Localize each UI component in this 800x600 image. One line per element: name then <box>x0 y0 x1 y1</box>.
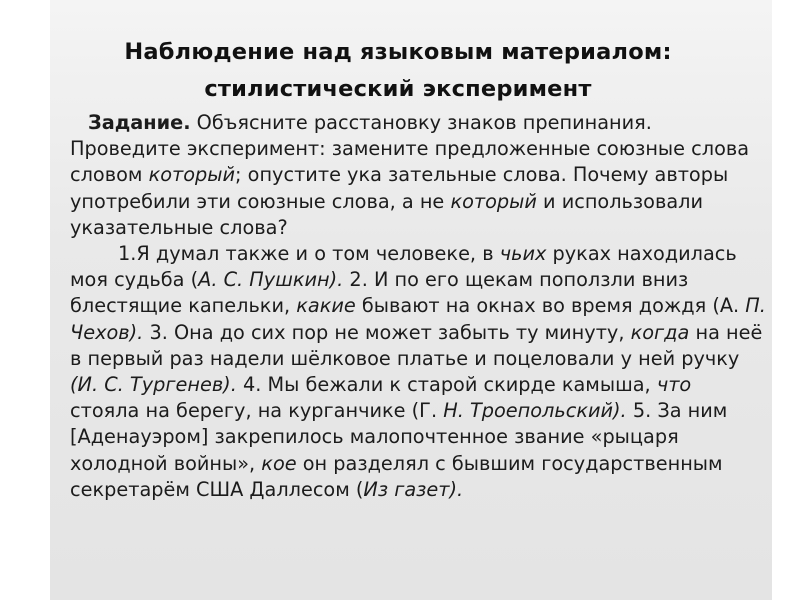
task-label: Задание. <box>88 111 191 134</box>
example-text: стояла на берегу, на курганчике (Г. <box>70 399 444 423</box>
example-conjunctive-word: когда <box>630 320 690 344</box>
example-conjunctive-word: чьих <box>499 242 547 266</box>
task-text: и использовали указательные слова? <box>70 189 703 239</box>
slide-title-line-2: стилистический эксперимент <box>204 76 592 102</box>
slide-title-line-1: Наблюдение над языковым материалом: <box>124 39 672 65</box>
task-word-kotoryi: который <box>148 163 236 187</box>
task-text: ; опустите ука зательные слова. Почему авторы употребили эти союзные слова, а не <box>70 163 729 213</box>
task-word-kotoryi: который <box>450 189 537 213</box>
slide <box>50 0 772 600</box>
example-text: 5. За ним [Аденауэром] закрепилось малопочтенное звание «рыцаря холодной войны», <box>70 399 728 475</box>
example-text: 1.Я думал также и о том человеке, в <box>118 242 500 266</box>
example-text: 3. Она до сих пор не может забыть ту минуту, <box>143 320 631 344</box>
example-author: Из газет). <box>363 477 464 501</box>
examples-paragraph <box>70 241 766 503</box>
example-author: (И. С. Тургенев). <box>70 373 237 397</box>
example-author: П. Чехов). <box>70 294 766 344</box>
example-text: на неё в первый раз надели шёлковое платье и поцеловали у ней ручку <box>70 320 763 370</box>
example-text: 2. И по его щекам поползли вниз блестящие капельки, <box>70 268 689 318</box>
example-conjunctive-word: кое <box>261 451 297 475</box>
example-conjunctive-word: что <box>656 373 692 397</box>
example-text: он разделял с бывшим государственным секретарём США Даллесом ( <box>70 451 723 501</box>
example-text: бывают на окнах во время дождя (А. <box>355 294 746 318</box>
example-text: руках находилась моя судьба ( <box>70 242 737 292</box>
example-author: А. С. Пушкин). <box>198 268 344 292</box>
example-text: 4. Мы бежали к старой скирде камыша, <box>236 373 657 397</box>
example-conjunctive-word: какие <box>296 294 356 318</box>
task-text: Объясните расстановку знаков препинания. Проведите эксперимент: замените предложенные союзные слова словом <box>70 111 750 187</box>
slide-body <box>70 110 766 503</box>
task-paragraph <box>70 110 766 241</box>
example-author: Н. Троепольский). <box>443 399 627 423</box>
